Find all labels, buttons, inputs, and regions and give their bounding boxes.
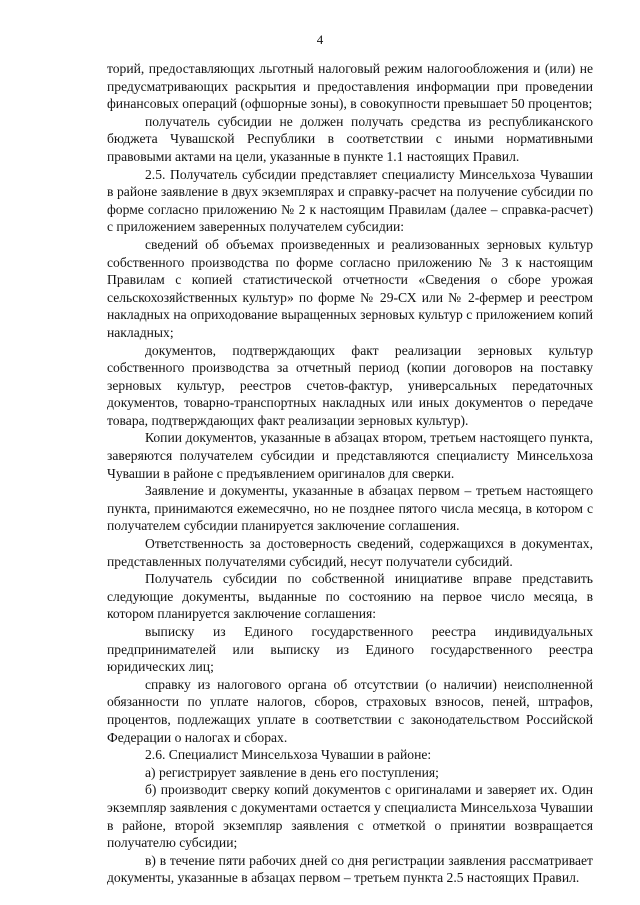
paragraph: Получатель субсидии по собственной инициативе вправе представить следующие документы, выданные по состоянию на первое число месяца, в котором планируется заключение соглашения:: [107, 571, 593, 622]
paragraph: сведений об объемах произведенных и реализованных зерновых культур собственного производства по форме согласно приложению № 3 к настоящим Правилам с копией статистической отчетности «Сведения о сборе урожая сельскохозяйственных культур» по форме № 29-СХ или № 2-фермер и реестром накладных на оприходование выращенных зерновых культур с приложением копий накладных;: [107, 236, 593, 340]
paragraph: 2.5. Получатель субсидии представляет специалисту Минсельхоза Чувашии в районе заявление в двух экземплярах и справку-расчет на получение субсидии по форме согласно приложению № 2 к настоящим Правилам (далее – справка-расчет) с приложением заверенных получателем субсидии:: [107, 166, 593, 235]
document-body: [107, 60, 593, 887]
paragraph: а) регистрирует заявление в день его поступления;: [145, 764, 439, 780]
paragraph: Заявление и документы, указанные в абзацах первом – третьем настоящего пункта, принимаются ежемесячно, но не позднее пятого числа месяца, в котором с получателем субсидии планируется заключение соглашения.: [107, 483, 593, 534]
paragraph: б) производит сверку копий документов с оригиналами и заверяет их. Один экземпляр заявления с документами остается у специалиста Минсельхоза Чувашии в районе, второй экземпляр заявления с отметкой о принятии возвращается получателю субсидии;: [107, 782, 593, 851]
paragraph: получатель субсидии не должен получать средства из республиканского бюджета Чувашской Республики в соответствии с иными нормативными правовыми актами на цели, указанные в пункте 1.1 настоящих Правил.: [107, 113, 593, 164]
paragraph: торий, предоставляющих льготный налоговый режим налогообложения и (или) не предусматривающих раскрытия и предоставления информации при проведении финансовых операций (офшорные зоны), в совокупности превышает 50 процентов;: [107, 61, 593, 112]
paragraph: выписку из Единого государственного реестра индивидуальных предпринимателей или выписку из Единого государственного реестра юридических лиц;: [107, 624, 593, 675]
page-number: 4: [316, 32, 324, 47]
paragraph: в) в течение пяти рабочих дней со дня регистрации заявления рассматривает документы, указанные в абзацах первом – третьем пункта 2.5 настоящих Правил.: [107, 852, 593, 886]
paragraph: справку из налогового органа об отсутствии (о наличии) неисполненной обязанности по уплате налогов, сборов, страховых взносов, пеней, штрафов, процентов, подлежащих уплате в соответствии с законодательством Российской Федерации о налогах и сборах.: [107, 676, 593, 745]
paragraph: 2.6. Специалист Минсельхоза Чувашии в районе:: [145, 747, 432, 763]
paragraph: Копии документов, указанные в абзацах втором, третьем настоящего пункта, заверяются получателем субсидии и представляются специалисту Минсельхоза Чувашии в районе с предъявлением оригиналов для сверки.: [107, 430, 593, 481]
paragraph: Ответственность за достоверность сведений, содержащихся в документах, представленных получателями субсидий, несут получатели субсидий.: [107, 536, 593, 569]
paragraph: документов, подтверждающих факт реализации зерновых культур собственного производства за отчетный период (копии договоров на поставку зерновых культур, реестров счетов-фактур, универсальных передаточных документов, товарно-транспортных накладных или иных документов о передаче товара, подтверждающих факт реализации зерновых культур).: [107, 342, 593, 428]
